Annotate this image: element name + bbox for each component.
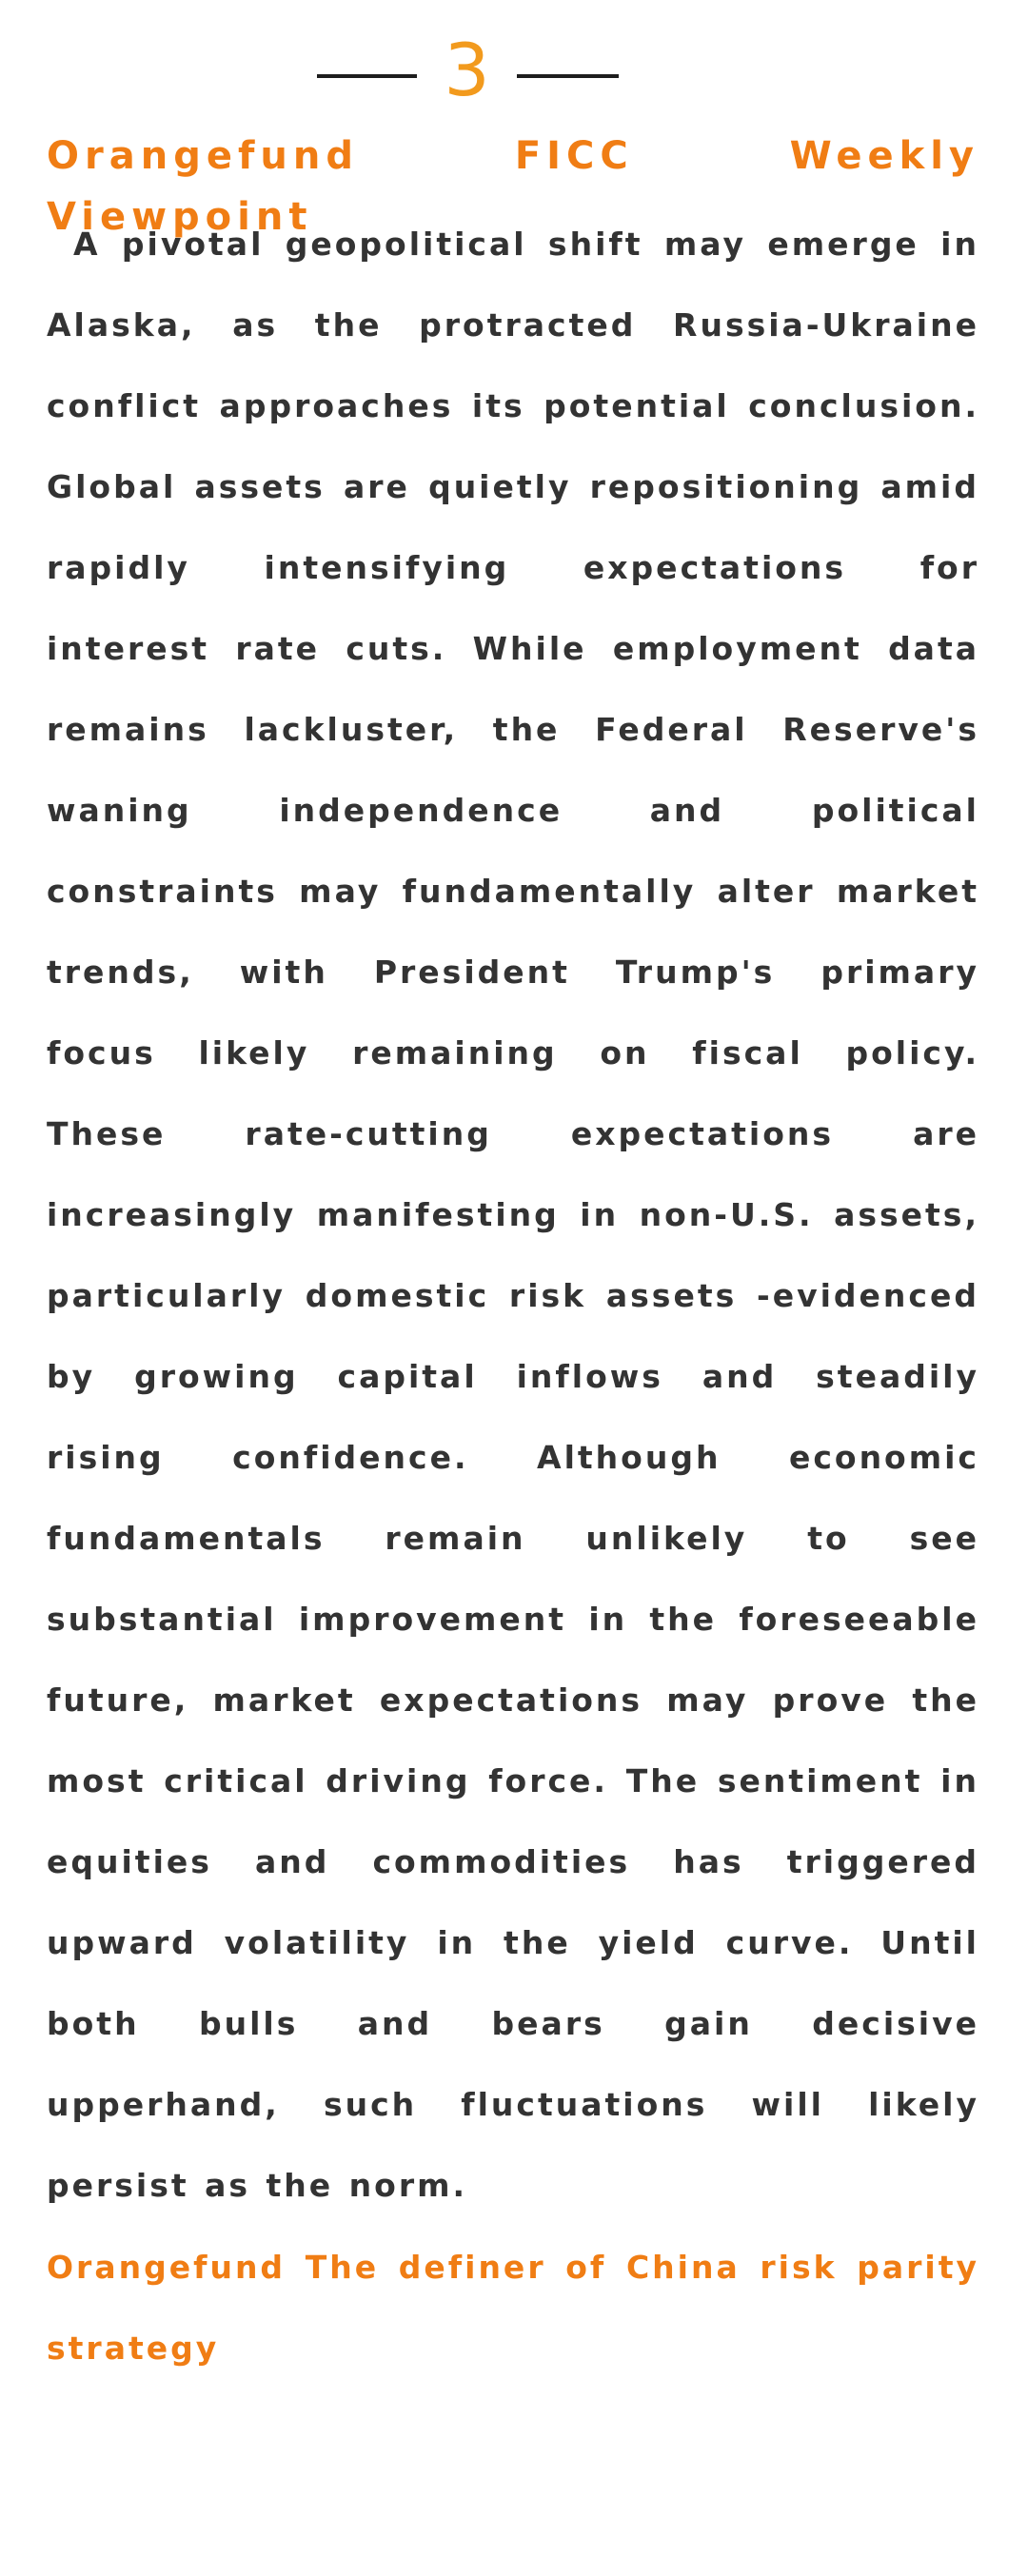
section-number-header (0, 29, 1028, 124)
section-heading: Orangefund FICC Weekly Viewpoint (47, 134, 979, 239)
viewpoint-paragraph (47, 204, 979, 2226)
viewpoint-paragraph-text: A pivotal geopolitical shift may emerge in Alaska, as the protracted Russia-Ukraine conflict approaches its potential conclusion. Global assets are quietly repositioning amid rapidly intensifying expectations for interest rate cuts. While employment data remains lackluster, the Federal Reserve's waning independence and political constraints may fundamentally alter market trends, with President Trump's primary focus likely remaining on fiscal policy. These rate-cutting expectations are increasingly manifesting in non-U.S. assets, particularly domestic risk assets -evidenced by growing capital inflows and steadily rising confidence. Although economic fundamentals remain unlikely to see substantial improvement in the foreseeable future, market expectations may prove the most critical driving force. The sentiment in equities and commodities has triggered upward volatility in the yield curve. Until both bulls and bears gain decisive upperhand, such fluctuations will likely persist as the norm. (47, 226, 979, 2204)
right-divider-line (517, 74, 619, 78)
footer-tagline: Orangefund The definer of China risk parity strategy (47, 2249, 979, 2367)
section-number: 3 (444, 28, 490, 112)
left-divider-line (317, 74, 417, 78)
